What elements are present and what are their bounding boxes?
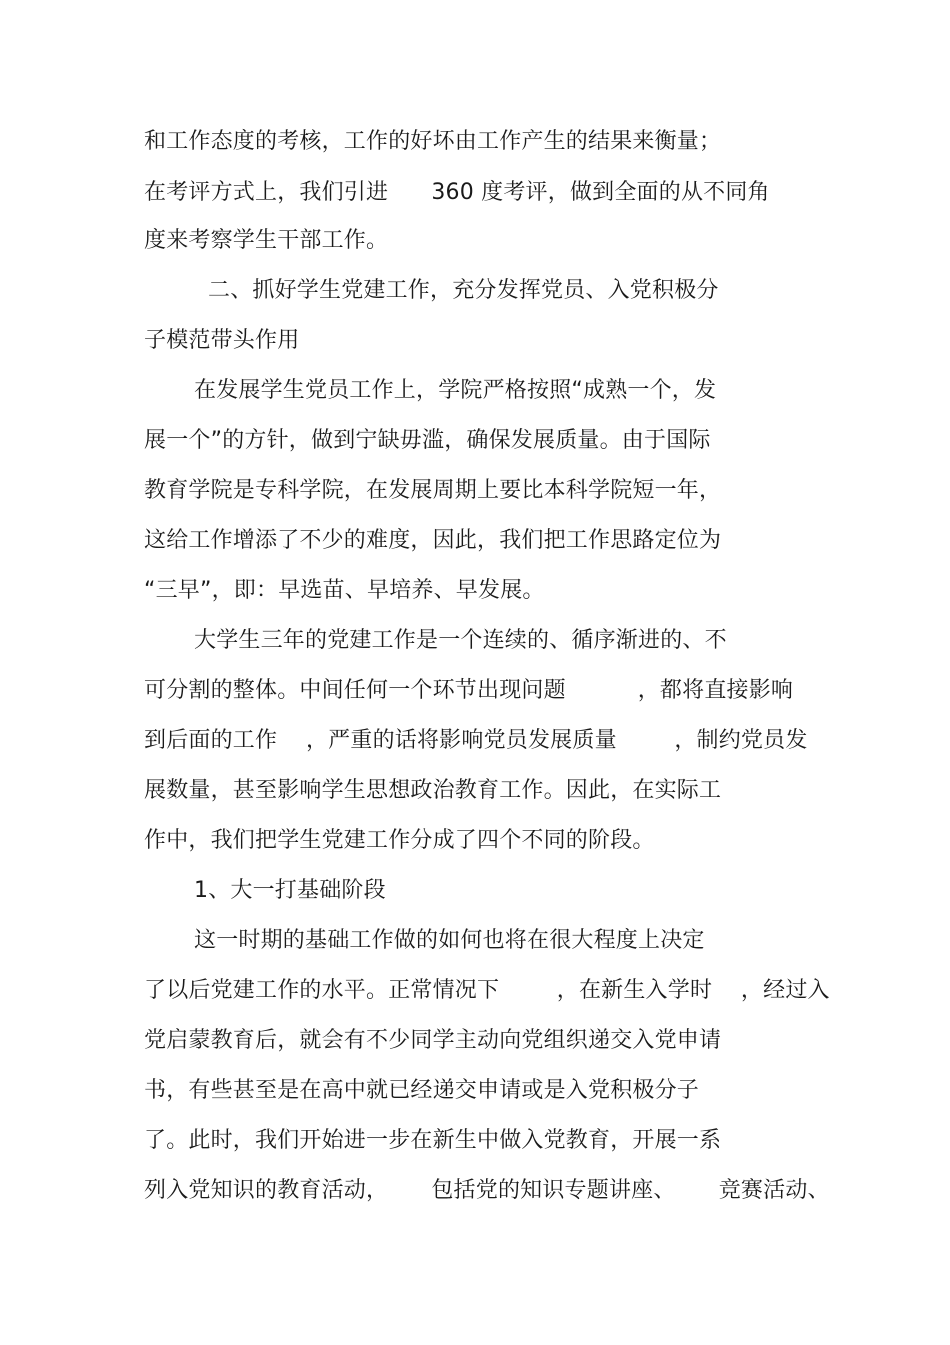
subsection-heading: 1、大一打基础阶段 <box>194 878 386 903</box>
paragraph-line: 了以后党建工作的水平。正常情况下 ，在新生入学时 ，经过入 <box>144 978 830 1003</box>
paragraph-line: 展数量，甚至影响学生思想政治教育工作。因此，在实际工 <box>144 778 722 803</box>
paragraph-line: 在考评方式上，我们引进 360 度考评，做到全面的从不同角 <box>144 180 770 205</box>
paragraph-line: 了。此时，我们开始进一步在新生中做入党教育，开展一系 <box>144 1128 722 1153</box>
paragraph-line: 书，有些甚至是在高中就已经递交申请或是入党积极分子 <box>144 1078 700 1103</box>
paragraph-line: 这一时期的基础工作做的如何也将在很大程度上决定 <box>194 928 705 953</box>
paragraph-line: 到后面的工作 ，严重的话将影响党员发展质量 ，制约党员发 <box>144 728 808 753</box>
paragraph-line: 展一个”的方针，做到宁缺毋滥，确保发展质量。由于国际 <box>144 428 711 453</box>
paragraph-line: 和工作态度的考核，工作的好坏由工作产生的结果来衡量； <box>144 129 722 154</box>
paragraph-line: 可分割的整体。中间任何一个环节出现问题 ，都将直接影响 <box>144 678 794 703</box>
paragraph-line: 党启蒙教育后，就会有不少同学主动向党组织递交入党申请 <box>144 1028 722 1053</box>
section-heading: 二、抓好学生党建工作，充分发挥党员、入党积极分 <box>208 278 719 303</box>
paragraph-line: 大学生三年的党建工作是一个连续的、循序渐进的、不 <box>194 628 727 653</box>
section-heading: 子模范带头作用 <box>144 328 300 353</box>
paragraph-line: 教育学院是专科学院，在发展周期上要比本科学院短一年， <box>144 478 722 503</box>
paragraph-line: 在发展学生党员工作上，学院严格按照“成熟一个，发 <box>194 378 717 403</box>
paragraph-line: 列入党知识的教育活动， 包括党的知识专题讲座、 竞赛活动、 <box>144 1178 830 1203</box>
paragraph-line: “三早”，即：早选苗、早培养、早发展。 <box>144 578 545 603</box>
paragraph-line: 作中，我们把学生党建工作分成了四个不同的阶段。 <box>144 828 655 853</box>
paragraph-line: 这给工作增添了不少的难度，因此，我们把工作思路定位为 <box>144 528 722 553</box>
paragraph-line: 度来考察学生干部工作。 <box>144 228 389 253</box>
